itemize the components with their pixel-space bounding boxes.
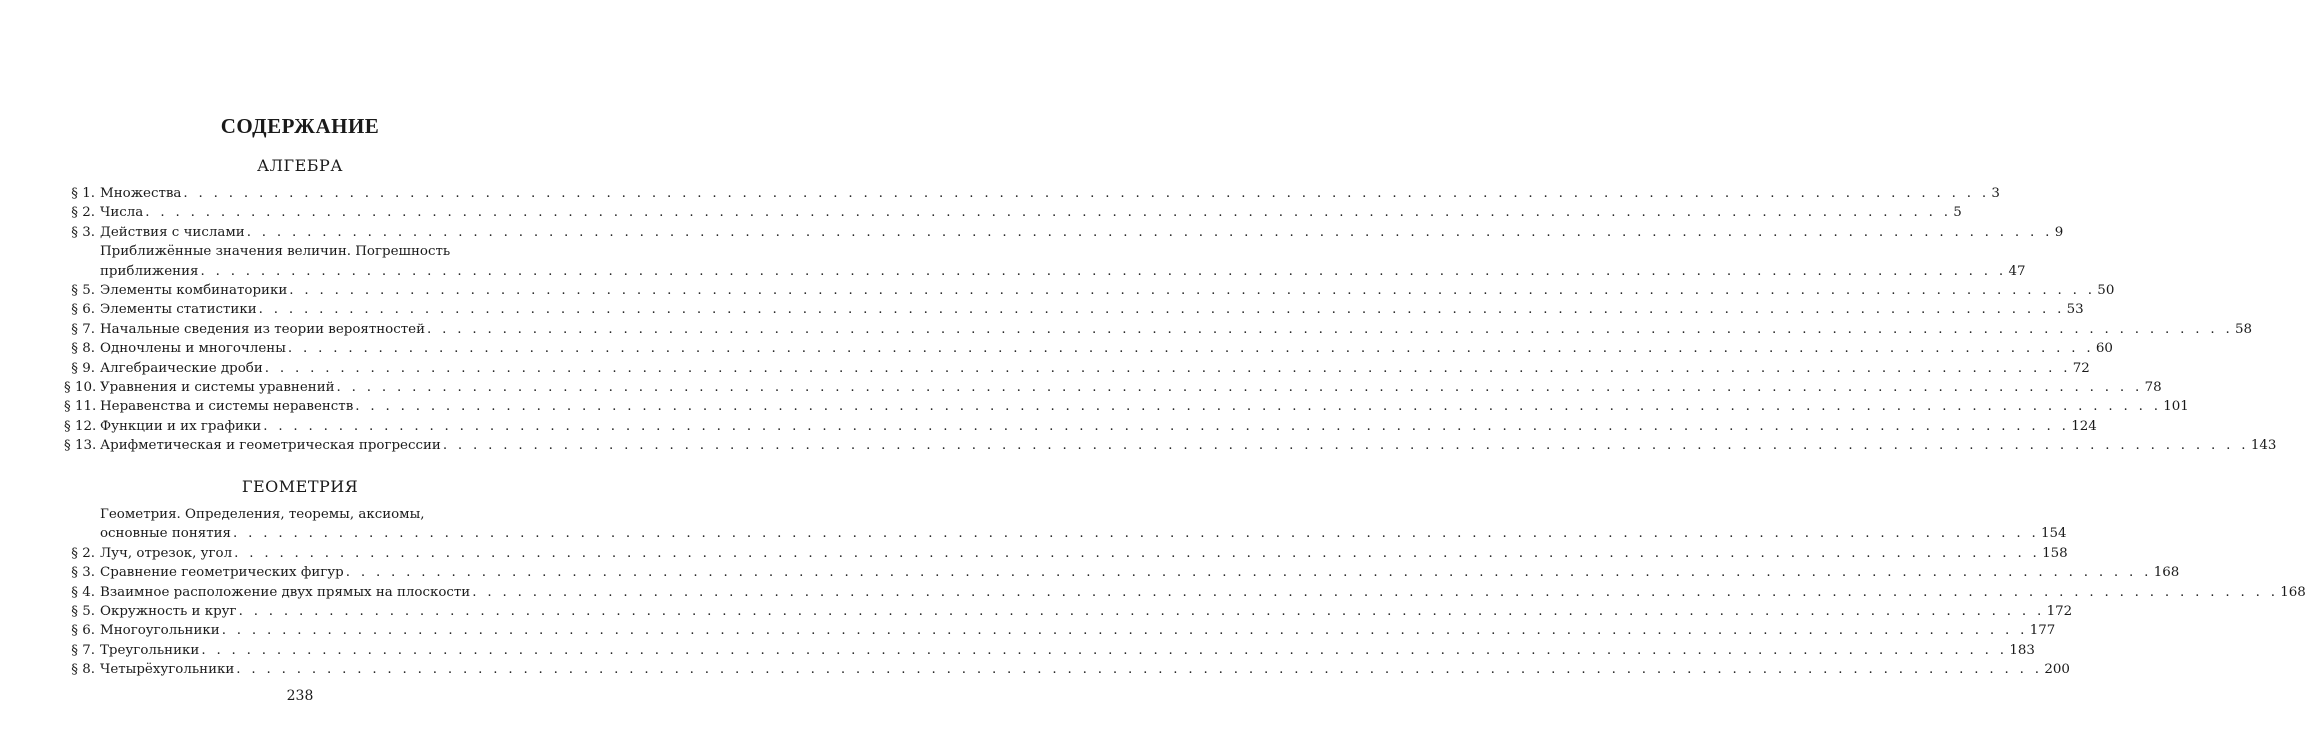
toc-list-algebra: [64, 184, 2277, 455]
toc-entry-title: Неравенства и системы неравенств: [100, 399, 354, 415]
section-title-geometry: ГЕОМЕТРИЯ: [241, 477, 359, 496]
toc-entry-page: 5: [1953, 205, 1962, 221]
toc-entry-title: Приближённые значения величин. Погрешность: [100, 244, 451, 260]
toc-entry-number: § 6.: [71, 302, 95, 318]
toc-entry-number: § 4.: [71, 584, 95, 600]
toc-entry: [64, 203, 1962, 222]
toc-entry-title: Множества: [100, 185, 182, 201]
toc-entry: [64, 660, 2070, 679]
toc-entry-page: 154: [2041, 526, 2067, 542]
toc-entry: [64, 262, 2026, 281]
toc-leader-dots: . . . . . . . . . . . . . . . . . . . . . . . . . . . . . . . . . . . . . . . . . . . . . . . . . . . . . . . . . . . . . . . . . . . . . . . . . . . . . . . . . . . . . . . . . . . . . . . . . . . . . . . . . . . . . . . . . . . . . . . .: [234, 545, 2041, 561]
toc-entry-page: 124: [2071, 418, 2097, 434]
toc-entry-title: Многоугольники: [100, 623, 220, 639]
toc-entry: [64, 184, 2000, 203]
toc-entry-title: Функции и их графики: [100, 418, 262, 434]
toc-entry: [64, 320, 2253, 339]
section-title-algebra: АЛГЕБРА: [257, 156, 343, 175]
toc-entry: [64, 359, 2090, 378]
toc-entry-title: Начальные сведения из теории вероятностей: [100, 321, 425, 337]
toc-leader-dots: . . . . . . . . . . . . . . . . . . . . . . . . . . . . . . . . . . . . . . . . . . . . . . . . . . . . . . . . . . . . . . . . . . . . . . . . . . . . . . . . . . . . . . . . . . . . . . . . . . . . . . . . . . . . . . . . . . . . . . . .: [201, 642, 2008, 658]
toc-leader-dots: . . . . . . . . . . . . . . . . . . . . . . . . . . . . . . . . . . . . . . . . . . . . . . . . . . . . . . . . . . . . . . . . . . . . . . . . . . . . . . . . . . . . . . . . . . . . . . . . . . . . . . . . . . . . . . . . . . . . . . . .: [336, 379, 2143, 395]
toc-entry-number: § 6.: [71, 623, 95, 639]
toc-entry: [64, 505, 544, 524]
toc-entry-page: 177: [2029, 623, 2056, 639]
toc-leader-dots: . . . . . . . . . . . . . . . . . . . . . . . . . . . . . . . . . . . . . . . . . . . . . . . . . . . . . . . . . . . . . . . . . . . . . . . . . . . . . . . . . . . . . . . . . . . . . . . . . . . . . . . . . . . . . . . . . . . . . . . .: [236, 662, 2043, 678]
toc-leader-dots: . . . . . . . . . . . . . . . . . . . . . . . . . . . . . . . . . . . . . . . . . . . . . . . . . . . . . . . . . . . . . . . . . . . . . . . . . . . . . . . . . . . . . . . . . . . . . . . . . . . . . . . . . . . . . . . . . . . . . . . .: [221, 623, 2028, 639]
toc-leader-dots: . . . . . . . . . . . . . . . . . . . . . . . . . . . . . . . . . . . . . . . . . . . . . . . . . . . . . . . . . . . . . . . . . . . . . . . . . . . . . . . . . . . . . . . . . . . . . . . . . . . . . . . . . . . . . . . . . . . . . . . .: [427, 321, 2234, 337]
toc-entry-page: 172: [2046, 603, 2073, 619]
toc-entry: [64, 339, 2113, 358]
toc-entry-number: § 8.: [71, 662, 95, 678]
toc-entry: [64, 583, 2306, 602]
toc-entry-page: 50: [2097, 282, 2115, 298]
toc-entry-number: § 5.: [71, 603, 95, 619]
toc-entry-number: § 3.: [71, 224, 95, 240]
toc-entry-page: 158: [2042, 545, 2068, 561]
toc-entry: [64, 563, 2180, 582]
toc-entry-title: Элементы комбинаторики: [100, 282, 288, 298]
toc-entry: [64, 602, 2073, 621]
toc-entry-title: приближения: [100, 263, 199, 279]
toc-entry-page: 72: [2072, 360, 2090, 376]
toc-leader-dots: . . . . . . . . . . . . . . . . . . . . . . . . . . . . . . . . . . . . . . . . . . . . . . . . . . . . . . . . . . . . . . . . . . . . . . . . . . . . . . . . . . . . . . . . . . . . . . . . . . . . . . . . . . . . . . . . . . . . . . . .: [233, 526, 2040, 542]
toc-entry-page: 58: [2235, 321, 2253, 337]
toc-entry: [64, 378, 2162, 397]
toc-entry-page: 168: [2280, 584, 2306, 600]
toc-leader-dots: . . . . . . . . . . . . . . . . . . . . . . . . . . . . . . . . . . . . . . . . . . . . . . . . . . . . . . . . . . . . . . . . . . . . . . . . . . . . . . . . . . . . . . . . . . . . . . . . . . . . . . . . . . . . . . . . . . . . . . . .: [263, 418, 2070, 434]
toc-entry-title: Числа: [100, 205, 144, 221]
toc-leader-dots: . . . . . . . . . . . . . . . . . . . . . . . . . . . . . . . . . . . . . . . . . . . . . . . . . . . . . . . . . . . . . . . . . . . . . . . . . . . . . . . . . . . . . . . . . . . . . . . . . . . . . . . . . . . . . . . . . . . . . . . .: [287, 341, 2094, 357]
page-title: СОДЕРЖАНИЕ: [220, 114, 380, 138]
toc-leader-dots: . . . . . . . . . . . . . . . . . . . . . . . . . . . . . . . . . . . . . . . . . . . . . . . . . . . . . . . . . . . . . . . . . . . . . . . . . . . . . . . . . . . . . . . . . . . . . . . . . . . . . . . . . . . . . . . . . . . . . . . .: [246, 224, 2053, 240]
toc-entry-title: Одночлены и многочлены: [100, 341, 286, 357]
toc-leader-dots: . . . . . . . . . . . . . . . . . . . . . . . . . . . . . . . . . . . . . . . . . . . . . . . . . . . . . . . . . . . . . . . . . . . . . . . . . . . . . . . . . . . . . . . . . . . . . . . . . . . . . . . . . . . . . . . . . . . . . . . .: [472, 584, 2279, 600]
toc-entry-number: § 7.: [71, 642, 95, 658]
toc-entry-title: Взаимное расположение двух прямых на плоскости: [100, 584, 471, 600]
toc-leader-dots: . . . . . . . . . . . . . . . . . . . . . . . . . . . . . . . . . . . . . . . . . . . . . . . . . . . . . . . . . . . . . . . . . . . . . . . . . . . . . . . . . . . . . . . . . . . . . . . . . . . . . . . . . . . . . . . . . . . . . . . .: [355, 399, 2162, 415]
toc-entry-title: Луч, отрезок, угол: [100, 545, 233, 561]
page-number: 238: [286, 688, 314, 704]
toc-entry-title: Геометрия. Определения, теоремы, аксиомы,: [100, 507, 425, 522]
toc-entry-title: Действия с числами: [100, 224, 245, 240]
toc-entry-number: § 2.: [71, 545, 95, 561]
toc-entry: [64, 223, 2064, 242]
toc-entry-page: 53: [2066, 302, 2084, 318]
toc-entry: [64, 281, 2115, 300]
toc-entry-number: § 3.: [71, 565, 95, 581]
toc-entry-number: § 11.: [64, 399, 97, 415]
toc-leader-dots: . . . . . . . . . . . . . . . . . . . . . . . . . . . . . . . . . . . . . . . . . . . . . . . . . . . . . . . . . . . . . . . . . . . . . . . . . . . . . . . . . . . . . . . . . . . . . . . . . . . . . . . . . . . . . . . . . . . . . . . .: [442, 438, 2249, 454]
toc-entry-number: § 8.: [71, 341, 95, 357]
toc-entry-number: § 7.: [71, 321, 95, 337]
toc-entry-page: 9: [2054, 224, 2064, 240]
toc-entry-page: 183: [2009, 642, 2035, 658]
toc-entry-title: Сравнение геометрических фигур: [100, 565, 344, 581]
toc-entry-number: § 13.: [64, 438, 97, 454]
toc-entry-page: 200: [2044, 662, 2070, 678]
toc-entry: [64, 621, 2056, 640]
toc-entry-title: Окружность и круг: [100, 603, 237, 619]
toc-entry-title: Уравнения и системы уравнений: [100, 379, 335, 395]
toc-leader-dots: . . . . . . . . . . . . . . . . . . . . . . . . . . . . . . . . . . . . . . . . . . . . . . . . . . . . . . . . . . . . . . . . . . . . . . . . . . . . . . . . . . . . . . . . . . . . . . . . . . . . . . . . . . . . . . . . . . . . . . . .: [345, 565, 2152, 581]
toc-leader-dots: . . . . . . . . . . . . . . . . . . . . . . . . . . . . . . . . . . . . . . . . . . . . . . . . . . . . . . . . . . . . . . . . . . . . . . . . . . . . . . . . . . . . . . . . . . . . . . . . . . . . . . . . . . . . . . . . . . . . . . . .: [183, 185, 1990, 201]
toc-entry-title: Треугольники: [100, 642, 200, 658]
toc-entry-title: Четырёхугольники: [100, 662, 235, 678]
toc-entry: [64, 417, 2097, 436]
toc-entry: [64, 242, 544, 261]
toc-list-geometry: [64, 505, 2306, 680]
toc-entry-number: § 10.: [64, 379, 97, 395]
toc-entry-title: основные понятия: [100, 526, 231, 542]
toc-entry-title: Элементы статистики: [100, 302, 257, 318]
toc-entry: [64, 436, 2277, 455]
toc-leader-dots: . . . . . . . . . . . . . . . . . . . . . . . . . . . . . . . . . . . . . . . . . . . . . . . . . . . . . . . . . . . . . . . . . . . . . . . . . . . . . . . . . . . . . . . . . . . . . . . . . . . . . . . . . . . . . . . . . . . . . . . .: [238, 603, 2045, 619]
toc-entry-page: 78: [2144, 379, 2162, 395]
toc-entry-number: § 12.: [64, 418, 97, 434]
toc-leader-dots: . . . . . . . . . . . . . . . . . . . . . . . . . . . . . . . . . . . . . . . . . . . . . . . . . . . . . . . . . . . . . . . . . . . . . . . . . . . . . . . . . . . . . . . . . . . . . . . . . . . . . . . . . . . . . . . . . . . . . . . .: [145, 205, 1952, 221]
toc-leader-dots: . . . . . . . . . . . . . . . . . . . . . . . . . . . . . . . . . . . . . . . . . . . . . . . . . . . . . . . . . . . . . . . . . . . . . . . . . . . . . . . . . . . . . . . . . . . . . . . . . . . . . . . . . . . . . . . . . . . . . . . .: [200, 263, 2007, 279]
toc-entry: [64, 524, 2067, 543]
toc-entry-number: § 5.: [71, 282, 95, 298]
toc-entry: [64, 641, 2035, 660]
toc-leader-dots: . . . . . . . . . . . . . . . . . . . . . . . . . . . . . . . . . . . . . . . . . . . . . . . . . . . . . . . . . . . . . . . . . . . . . . . . . . . . . . . . . . . . . . . . . . . . . . . . . . . . . . . . . . . . . . . . . . . . . . . .: [264, 360, 2071, 376]
toc-leader-dots: . . . . . . . . . . . . . . . . . . . . . . . . . . . . . . . . . . . . . . . . . . . . . . . . . . . . . . . . . . . . . . . . . . . . . . . . . . . . . . . . . . . . . . . . . . . . . . . . . . . . . . . . . . . . . . . . . . . . . . . .: [289, 282, 2096, 298]
toc-entry: [64, 397, 2189, 416]
toc-entry-title: Алгебраические дроби: [100, 360, 263, 376]
toc-entry: [64, 300, 2084, 319]
toc-entry-page: 60: [2095, 341, 2113, 357]
toc-entry-page: 47: [2008, 263, 2026, 279]
toc-entry-number: § 1.: [71, 185, 95, 201]
toc-entry-page: 3: [1991, 185, 2000, 201]
toc-entry-number: § 2.: [71, 205, 95, 221]
toc-leader-dots: . . . . . . . . . . . . . . . . . . . . . . . . . . . . . . . . . . . . . . . . . . . . . . . . . . . . . . . . . . . . . . . . . . . . . . . . . . . . . . . . . . . . . . . . . . . . . . . . . . . . . . . . . . . . . . . . . . . . . . . .: [258, 302, 2065, 318]
toc-entry-number: § 9.: [71, 360, 95, 376]
toc-entry-page: 101: [2163, 399, 2189, 415]
toc-entry-title: Арифметическая и геометрическая прогрессии: [100, 438, 441, 454]
toc-entry: [64, 544, 2068, 563]
toc-entry-page: 143: [2250, 438, 2277, 454]
toc-entry-page: 168: [2153, 565, 2180, 581]
